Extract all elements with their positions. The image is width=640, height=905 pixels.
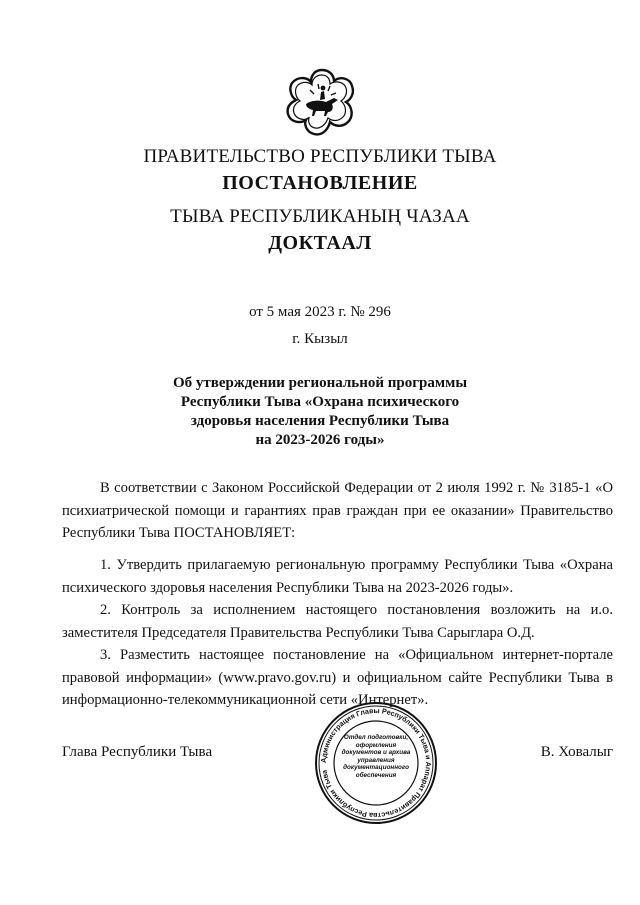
org-name-tv: ТЫВА РЕСПУБЛИКАНЫҢ ЧАЗАА (170, 206, 470, 227)
intro-paragraph (62, 477, 613, 545)
doc-title (0, 374, 640, 450)
resolution-item: 2. Контроль за исполнением настоящего постановления возложить на и.о. заместителя Председателя Правительства Республики Тыва Сарыглара О.Д. (62, 602, 613, 641)
resolution-items (62, 554, 613, 712)
official-stamp (313, 700, 439, 826)
doc-title-line: здоровья населения Республики Тыва (190, 413, 450, 429)
resolution-item: 3. Разместить настоящее постановление на «Официальном интернет-портале правовой информации» (www.pravo.gov.ru) и официальном сайте Республики Тыва в информационно-телекоммуникационной сети «Интернет». (62, 647, 613, 708)
org-name-ru: ПРАВИТЕЛЬСТВО РЕСПУБЛИКИ ТЫВА (143, 146, 497, 167)
doc-type-tv: ДОКТААЛ (268, 232, 372, 254)
stamp-ring-text: Администрация Главы Республики Тыва и Аппарат Правительства Республики Тыва (318, 705, 434, 821)
doc-type-ru: ПОСТАНОВЛЕНИЕ (222, 172, 418, 194)
doc-city: г. Кызыл (292, 331, 348, 347)
tuva-emblem-icon (284, 66, 360, 140)
resolution-item: 1. Утвердить прилагаемую региональную программу Республики Тыва «Охрана психического здоровья населения Республики Тыва на 2023-2026 годы». (62, 557, 613, 596)
doc-title-line: Об утверждении региональной программы (172, 375, 468, 391)
signatory-name: В. Ховалыг (540, 744, 613, 760)
signatory-position: Глава Республики Тывa (62, 744, 213, 760)
doc-date: от 5 мая 2023 г. № 296 (249, 304, 391, 320)
doc-title-line: на 2023-2026 годы» (255, 432, 385, 448)
intro-text: В соответствии с Законом Российской Федерации от 2 июля 1992 г. № 3185-1 «О психиатрической помощи и гарантиях прав граждан при ее оказании» Правительство Республики Тыва ПОСТАНОВЛЯЕТ: (62, 480, 613, 541)
doc-title-line: Республики Тыва «Охрана психического (180, 394, 460, 410)
stamp-center-text: Отдел подготовки, оформления документов и архива управления документационного обеспечения (341, 734, 411, 779)
